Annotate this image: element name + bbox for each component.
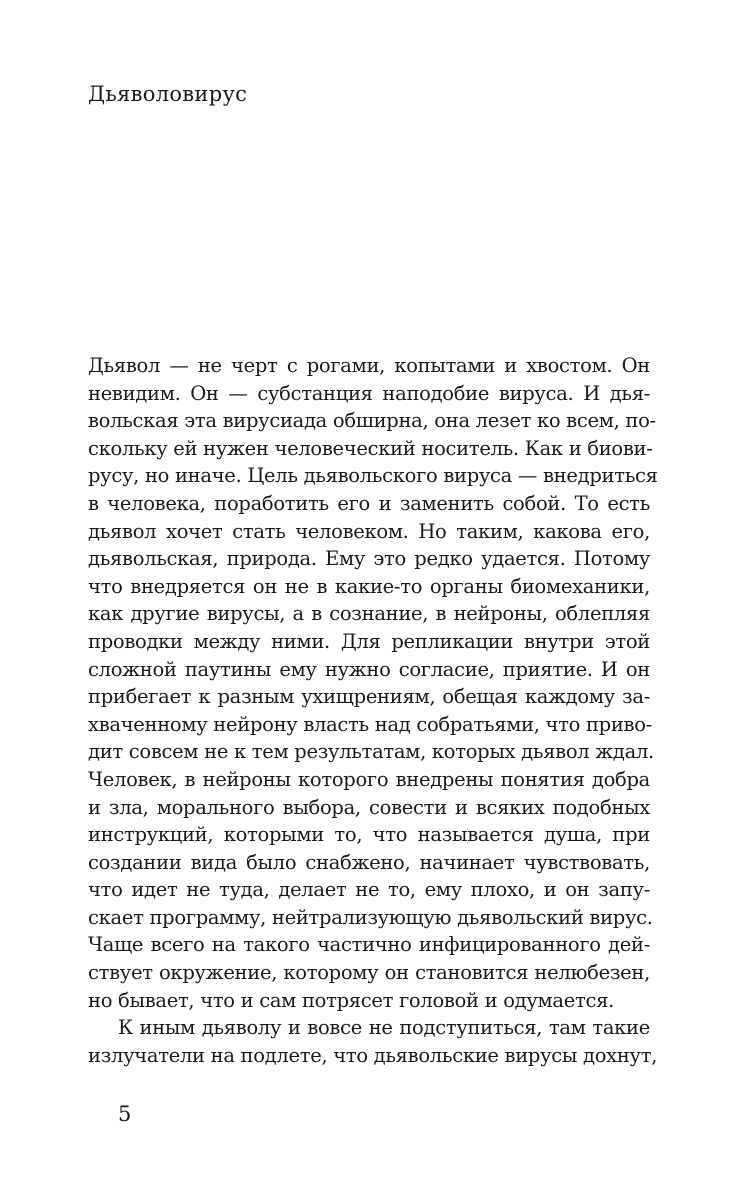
text-line: создании вида было снабжено, начинает чувствовать, (88, 850, 650, 874)
text-line: скает программу, нейтрализующую дьявольский вирус. (88, 905, 653, 929)
text-line: скольку ей нужен человеческий носитель. Как и биови- (88, 436, 653, 460)
text-line: дит совсем не к тем результатам, которых дьявол ждал. (88, 740, 654, 764)
text-line: проводки между ними. Для репликации внутри этой (88, 629, 650, 653)
text-line: хваченному нейрону власть над собратьями, что приво- (88, 712, 652, 736)
text-line: вольская эта вирусиада обширна, она лезет ко всем, по- (88, 409, 656, 433)
text-line: Человек, в нейроны которого внедрены понятия добра (88, 767, 650, 791)
text-line: и зла, морального выбора, совести и всяких подобных (88, 795, 650, 819)
text-line: дьявол хочет стать человеком. Но таким, какова его, (88, 519, 650, 543)
text-line: что внедряется он не в какие-то органы биомеханики, (88, 574, 650, 598)
text-line: дьявольская, природа. Ему это редко удается. Потому (88, 547, 650, 571)
text-line: инструкций, которыми то, что называется душа, при (88, 823, 650, 847)
text-line: в человека, поработить его и заменить собой. То есть (88, 491, 650, 515)
text-line: излучатели на подлете, что дьявольские вирусы дохнут, (88, 1043, 658, 1067)
text-line: русу, но иначе. Цель дьявольского вируса — внедриться (88, 464, 658, 488)
body-text (88, 352, 658, 1069)
text-line: как другие вирусы, а в сознание, в нейроны, облепляя (88, 602, 650, 626)
text-line: но бывает, что и сам потрясет головой и одумается. (88, 988, 614, 1012)
text-line: К иным дьяволу и вовсе не подступиться, там такие (118, 1016, 650, 1040)
page-number: 5 (118, 1102, 132, 1126)
text-line: ствует окружение, которому он становится нелюбезен, (88, 961, 650, 985)
page-title: Дьяволовирус (88, 82, 248, 106)
text-line: что идет не туда, делает не то, ему плохо, и он запу- (88, 878, 650, 902)
paragraph-2 (88, 1014, 658, 1069)
text-line: Чаще всего на такого частично инфицированного дей- (88, 933, 650, 957)
text-line: невидим. Он — субстанция наподобие вируса. И дья- (88, 381, 650, 405)
text-line: прибегает к разным ухищрениям, обещая каждому за- (88, 685, 650, 709)
paragraph-1 (88, 352, 658, 1014)
text-line: Дьявол — не черт с рогами, копытами и хвостом. Он (88, 354, 650, 377)
text-line: сложной паутины ему нужно согласие, приятие. И он (88, 657, 650, 681)
